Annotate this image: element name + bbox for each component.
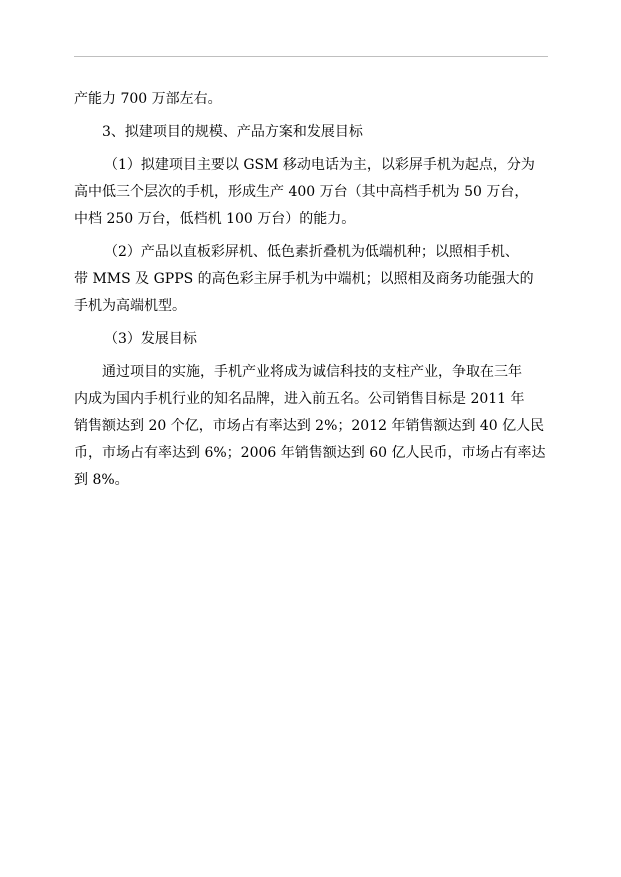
section-heading-text: 3、拟建项目的规模、产品方案和发展目标 [102, 124, 363, 140]
paragraph-item-1 [74, 152, 550, 233]
text-line: （1）拟建项目主要以 GSM 移动电话为主，以彩屏手机为起点，分为 [104, 157, 535, 173]
paragraph-capacity [74, 86, 550, 113]
header-rule [74, 56, 548, 57]
paragraph-goal [74, 359, 550, 494]
paragraph-item-3 [74, 326, 550, 353]
subheading-text: （3）发展目标 [104, 331, 197, 347]
text-line: 手机为高端机型。 [74, 298, 186, 314]
text-line: 通过项目的实施，手机产业将成为诚信科技的支柱产业，争取在三年 [102, 364, 522, 380]
text-line: 币，市场占有率达到 6%；2006 年销售额达到 60 亿人民币，市场占有率达 [74, 445, 546, 461]
text-line: 到 8%。 [74, 472, 129, 488]
text-line: （2）产品以直板彩屏机、低色素折叠机为低端机种；以照相手机、 [104, 244, 519, 260]
paragraph-item-2 [74, 239, 550, 320]
document-body [74, 86, 550, 500]
text-line: 产能力 700 万部左右。 [74, 91, 222, 107]
text-line: 高中低三个层次的手机，形成生产 400 万台（其中高档手机为 50 万台， [74, 184, 529, 200]
section-heading-3 [74, 119, 550, 146]
text-line: 带 MMS 及 GPPS 的高色彩主屏手机为中端机；以照相及商务功能强大的 [74, 271, 534, 287]
text-line: 销售额达到 20 个亿，市场占有率达到 2%；2012 年销售额达到 40 亿人民 [74, 418, 545, 434]
text-line: 内成为国内手机行业的知名品牌，进入前五名。公司销售目标是 2011 年 [74, 391, 525, 407]
text-line: 中档 250 万台，低档机 100 万台）的能力。 [74, 211, 356, 227]
